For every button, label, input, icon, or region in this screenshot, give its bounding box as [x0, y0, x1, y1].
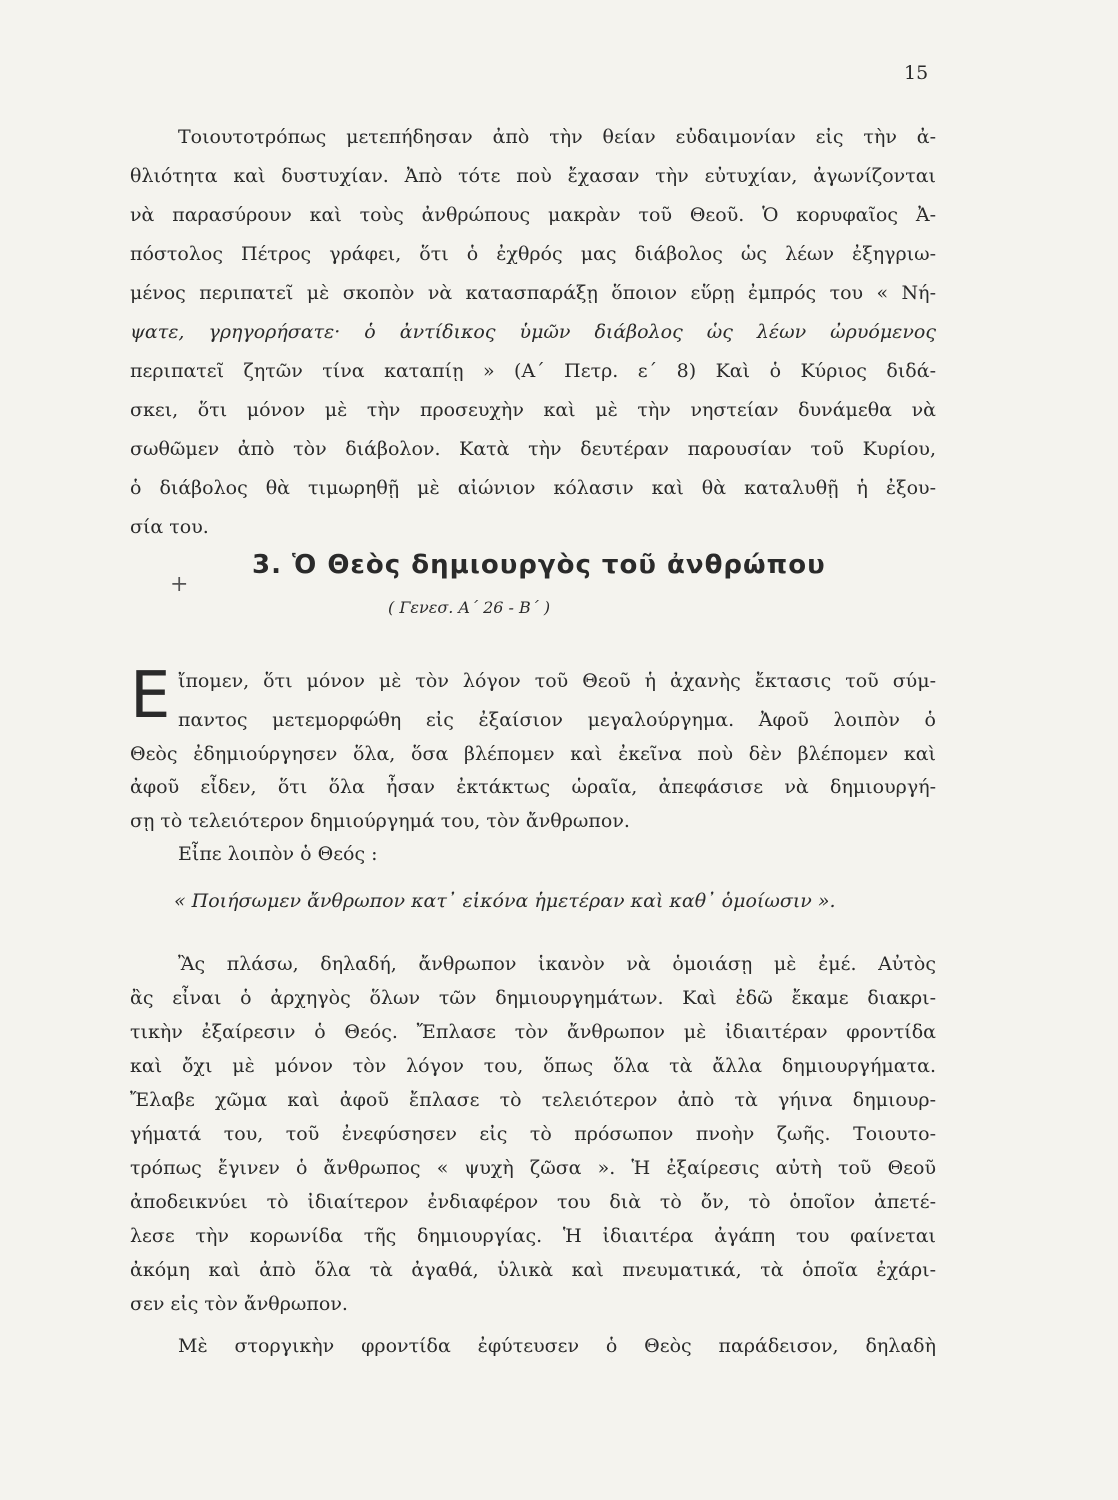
text-line: Ἂς πλάσω, δηλαδή, ἄνθρωπον ἱκανὸν νὰ ὁμοιάσῃ μὲ ἐμέ. Αὐτὸς	[178, 953, 936, 975]
page-number: 15	[904, 62, 929, 84]
text-line: Θεὸς ἐδημιούργησεν ὅλα, ὅσα βλέπομεν καὶ ἐκεῖνα ποὺ δὲν βλέπομεν καὶ	[130, 743, 936, 765]
text-line: Ἔλαβε χῶμα καὶ ἀφοῦ ἔπλασε τὸ τελειότερον ἀπὸ τὰ γήινα δημιουρ-	[130, 1089, 936, 1111]
text-line: Τοιουτοτρόπως μετεπήδησαν ἀπὸ τὴν θείαν εὐδαιμονίαν εἰς τὴν ἀ-	[178, 126, 936, 148]
text-line: τρόπως ἔγινεν ὁ ἄνθρωπος « ψυχὴ ζῶσα ». Ἡ ἐξαίρεσις αὐτὴ τοῦ Θεοῦ	[130, 1157, 936, 1179]
text-line: σκει, ὅτι μόνον μὲ τὴν προσευχὴν καὶ μὲ τὴν νηστείαν δυνάμεθα νὰ	[130, 399, 936, 421]
text-line: σία του.	[130, 516, 209, 538]
text-line: καὶ ὄχι μὲ μόνον τὸν λόγον του, ὅπως ὅλα τὰ ἄλλα δημιουργήματα.	[130, 1055, 936, 1077]
text-line: λεσε τὴν κορωνίδα τῆς δημιουργίας. Ἡ ἰδιαιτέρα ἀγάπη του φαίνεται	[130, 1225, 936, 1247]
text-line: Μὲ στοργικὴν φροντίδα ἐφύτευσεν ὁ Θεὸς παράδεισον, δηλαδὴ	[178, 1335, 936, 1357]
text-line: ἀποδεικνύει τὸ ἰδιαίτερον ἐνδιαφέρον του διὰ τὸ ὄν, τὸ ὁποῖον ἀπετέ-	[130, 1191, 936, 1213]
text-line: σεν εἰς τὸν ἄνθρωπον.	[130, 1293, 348, 1315]
text-line: τικὴν ἐξαίρεσιν ὁ Θεός. Ἔπλασε τὸν ἄνθρωπον μὲ ἰδιαιτέραν φροντίδα	[130, 1021, 936, 1043]
quote: « Ποιήσωμεν ἄνθρωπον κατ᾽ εἰκόνα ἡμετέραν καὶ καθ᾽ ὁμοίωσιν ».	[174, 890, 836, 912]
drop-cap: Ε	[130, 659, 171, 733]
text-line: πόστολος Πέτρος γράφει, ὅτι ὁ ἐχθρός μας διάβολος ὡς λέων ἐξηγριω-	[130, 243, 936, 265]
margin-mark-icon: +	[170, 572, 189, 597]
text-line: θλιότητα καὶ δυστυχίαν. Ἀπὸ τότε ποὺ ἔχασαν τὴν εὐτυχίαν, ἀγωνίζονται	[130, 165, 936, 187]
text-line: ἴπομεν, ὅτι μόνον μὲ τὸν λόγον τοῦ Θεοῦ ἡ ἀχανὴς ἔκτασις τοῦ σύμ-	[178, 670, 936, 692]
text-line: γήματά του, τοῦ ἐνεφύσησεν εἰς τὸ πρόσωπον πνοὴν ζωῆς. Τοιουτο-	[130, 1123, 936, 1145]
text-line: ἀφοῦ εἶδεν, ὅτι ὅλα ἦσαν ἐκτάκτως ὡραῖα, ἀπεφάσισε νὰ δημιουργή-	[130, 776, 936, 798]
text-line: ψατε, γρηγορήσατε· ὁ ἀντίδικος ὑμῶν διάβολος ὡς λέων ὠρυόμενος	[130, 321, 936, 343]
text-line: Εἶπε λοιπὸν ὁ Θεός :	[178, 843, 378, 865]
text-line: ἀκόμη καὶ ἀπὸ ὅλα τὰ ἀγαθά, ὑλικὰ καὶ πνευματικά, τὰ ὁποῖα ἐχάρι-	[130, 1259, 936, 1281]
text-line: περιπατεῖ ζητῶν τίνα καταπίῃ » (Α΄ Πετρ. ε΄ 8) Καὶ ὁ Κύριος διδά-	[130, 360, 936, 382]
text-line: νὰ παρασύρουν καὶ τοὺς ἀνθρώπους μακρὰν τοῦ Θεοῦ. Ὁ κορυφαῖος Ἀ-	[130, 204, 936, 226]
text-line: σωθῶμεν ἀπὸ τὸν διάβολον. Κατὰ τὴν δευτέραν παρουσίαν τοῦ Κυρίου,	[130, 438, 936, 460]
section-title: 3. Ὁ Θεὸς δημιουργὸς τοῦ ἀνθρώπου	[252, 550, 826, 580]
text-line: σῃ τὸ τελειότερον δημιούργημά του, τὸν ἄνθρωπον.	[130, 810, 630, 832]
text-line: μένος περιπατεῖ μὲ σκοπὸν νὰ κατασπαράξῃ ὅποιον εὕρῃ ἐμπρός του « Νή-	[130, 282, 936, 304]
text-line: ὁ διάβολος θὰ τιμωρηθῇ μὲ αἰώνιον κόλασιν καὶ θὰ καταλυθῇ ἡ ἐξου-	[130, 477, 936, 499]
section-reference: ( Γενεσ. Α΄ 26 - Β΄ )	[388, 598, 551, 617]
text-line: παντος μετεμορφώθη εἰς ἐξαίσιον μεγαλούργημα. Ἀφοῦ λοιπὸν ὁ	[178, 709, 936, 731]
text-line: ἂς εἶναι ὁ ἀρχηγὸς ὅλων τῶν δημιουργημάτων. Καὶ ἐδῶ ἔκαμε διακρι-	[130, 987, 936, 1009]
